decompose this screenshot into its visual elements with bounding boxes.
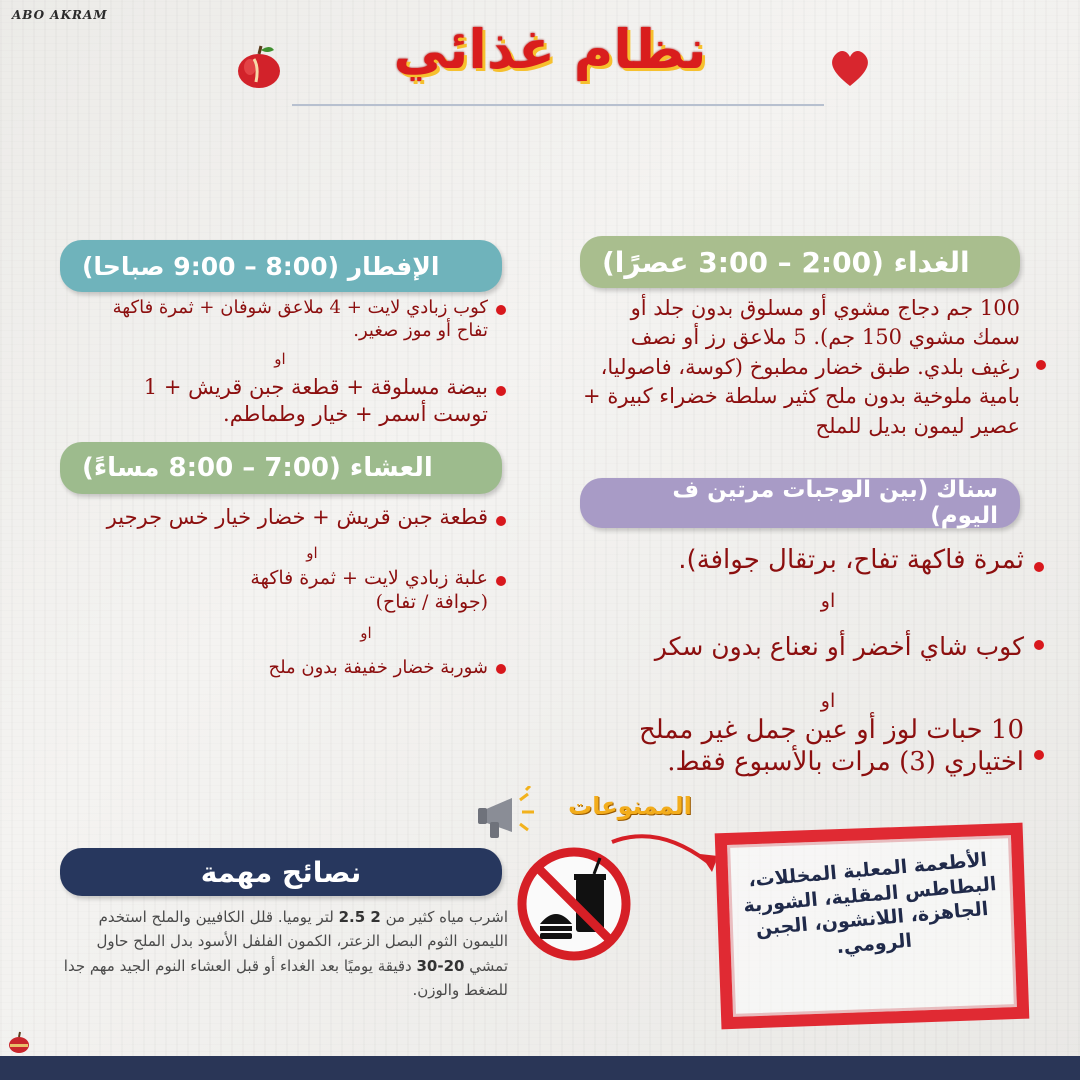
snack-item-3: 10 حبات لوز أو عين جمل غير مملح اختياري (3) مرات بالأسبوع فقط. — [638, 715, 1024, 778]
bullet-icon — [496, 664, 506, 674]
or-label: او — [306, 544, 318, 562]
tips-text-part: دقيقة يوميًا بعد الغداء أو قبل العشاء النوم الجيد مهم جدا للضغط والوزن. — [63, 956, 508, 999]
dinner-item-2: علبة زبادي لايت + ثمرة فاكهة (جوافة / تفاح) — [250, 567, 488, 614]
breakfast-heading: الإفطار (8:00 – 9:00 صباحا) — [60, 240, 502, 292]
snack-item-2: كوب شاي أخضر أو نعناع بدون سكر — [654, 632, 1024, 661]
breakfast-item-1: كوب زبادي لايت + 4 ملاعق شوفان + ثمرة فاكهة تفاح أو موز صغير. — [112, 297, 488, 342]
forbidden-text: الأطعمة المعلبة المخللات، البطاطس المقلية، الشوربة الجاهزة، اللانشون، الجبن الرومي. — [742, 848, 998, 959]
tips-text-part: اشرب مياه كثير من — [385, 908, 508, 926]
heart-icon — [828, 48, 872, 88]
tips-text-part: لتر يوميا. قلل الكافيين والملح استخدم الليمون الثوم البصل الزعتر، الكمون الفلفل الأسود بدل الملح حاول تمشي — [96, 908, 508, 975]
bullet-icon — [496, 305, 506, 315]
tips-text — [60, 905, 508, 1002]
tips-walk-minutes: 20-30 — [416, 956, 465, 975]
arrow-icon — [608, 822, 724, 884]
title-divider — [292, 104, 824, 106]
breakfast-item-2: بيضة مسلوقة + قطعة جبن قريش + 1 توست أسمر + خيار وطماطم. — [143, 375, 488, 426]
bullet-icon — [1034, 640, 1044, 650]
apple-icon — [234, 42, 284, 90]
bullet-icon — [1034, 750, 1044, 760]
lunch-item: 100 جم دجاج مشوي أو مسلوق بدون جلد أو سمك مشوي 150 جم). 5 ملاعق رز أو نصف رغيف بلدي. طبق خضار مطبوخ (كوسة، فاصوليا، بامية ملوخية بدون ملح كثير سلطة خضراء كبيرة + عصير ليمون بديل للملح — [583, 296, 1020, 438]
bullet-icon — [1034, 562, 1044, 572]
bullet-icon — [496, 576, 506, 586]
tips-water-amount: 2 2.5 — [338, 908, 381, 926]
forbidden-label: الممنوعات — [568, 792, 692, 820]
bullet-icon — [496, 386, 506, 396]
tips-heading: نصائح مهمة — [60, 848, 502, 896]
or-label: او — [360, 624, 372, 642]
snack-item-1: ثمرة فاكهة تفاح، برتقال جوافة). — [678, 545, 1024, 575]
or-label: او — [820, 690, 836, 712]
or-label: او — [820, 590, 836, 612]
or-label: او — [274, 350, 286, 368]
dinner-item-1: قطعة جبن قريش + خضار خيار خس جرجير — [106, 505, 488, 529]
bullet-icon — [496, 516, 506, 526]
dinner-heading: العشاء (7:00 – 8:00 مساءً) — [60, 442, 502, 494]
apple-logo-icon — [6, 1030, 32, 1054]
watermark: ABO AKRAM — [12, 8, 108, 22]
dinner-item-3: شوربة خضار خفيفة بدون ملح — [268, 657, 488, 678]
footer-bar — [0, 1056, 1080, 1080]
megaphone-icon — [476, 786, 552, 848]
lunch-heading: الغداء (2:00 – 3:00 عصرًا) — [580, 236, 1020, 288]
bullet-icon — [1036, 360, 1046, 370]
page-title: نظام غذائي — [393, 18, 707, 81]
snack-heading: سناك (بين الوجبات مرتين ف اليوم) — [580, 478, 1020, 528]
